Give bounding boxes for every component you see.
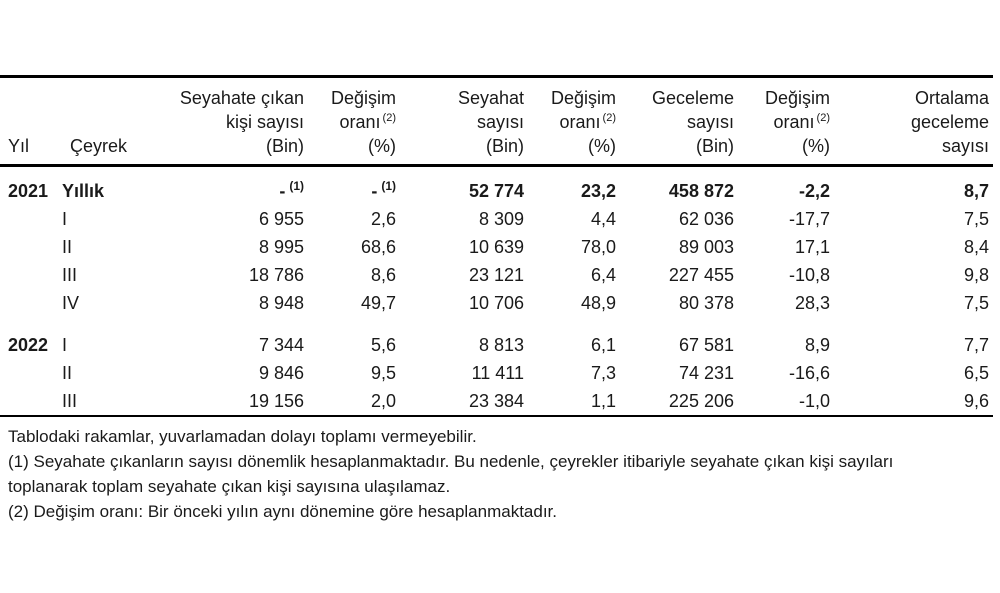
- header-line: kişi sayısı: [225, 112, 304, 132]
- dash-value: -: [371, 180, 378, 201]
- value-cell: 19 156: [248, 390, 304, 411]
- value-cell: 49,7: [360, 292, 396, 313]
- col-header-change-rate-2: [528, 77, 620, 166]
- header-line: Değişim: [764, 88, 830, 108]
- value-cell: 28,3: [794, 292, 830, 313]
- value-cell: 8,9: [804, 334, 830, 355]
- value-cell: 23,2: [580, 180, 616, 201]
- header-row: [0, 77, 993, 166]
- col-header-quarter-label: Çeyrek: [70, 136, 128, 156]
- dash-value: -: [279, 180, 286, 201]
- value-cell: 67 581: [678, 334, 734, 355]
- footnote-rounding: Tablodaki rakamlar, yuvarlamadan dolayı toplamı vermeyebilir.: [8, 427, 477, 446]
- value-cell: -10,8: [788, 264, 830, 285]
- year-cell: [0, 387, 62, 416]
- value-cell: 4,4: [590, 208, 616, 229]
- header-line: [528, 110, 616, 134]
- quarter-cell: Yıllık: [62, 180, 105, 201]
- header-line: (Bin): [695, 136, 734, 156]
- quarter-cell: IV: [62, 292, 80, 313]
- value-cell: 458 872: [668, 180, 734, 201]
- header-line: Değişim: [550, 88, 616, 108]
- header-line: Seyahate çıkan: [179, 88, 304, 108]
- table-row-2022-q3: [0, 387, 993, 416]
- value-cell: -2,2: [798, 180, 830, 201]
- footnote-1: (1) Seyahate çıkanların sayısı dönemlik hesaplanmaktadır. Bu nedenle, çeyrekler itibariyle seyahate çıkan kişi sayıları toplanarak toplam seyahate çıkan kişi sayısına ulaşılamaz.: [8, 452, 894, 496]
- header-word: oranı: [339, 112, 381, 132]
- header-line: (Bin): [485, 136, 524, 156]
- value-cell: 8 309: [478, 208, 524, 229]
- value-cell: 8,7: [963, 180, 989, 201]
- table-header: [0, 77, 993, 166]
- value-cell: 8 948: [258, 292, 304, 313]
- value-cell: 23 384: [468, 390, 524, 411]
- value-cell: 10 639: [468, 236, 524, 257]
- header-word: oranı: [559, 112, 601, 132]
- value-cell: 225 206: [668, 390, 734, 411]
- header-word: oranı: [773, 112, 815, 132]
- value-cell: 89 003: [678, 236, 734, 257]
- year-cell: [0, 233, 62, 261]
- value-cell: 48,9: [580, 292, 616, 313]
- year-cell: [0, 261, 62, 289]
- value-cell: 1,1: [590, 390, 616, 411]
- value-cell: 9,6: [963, 390, 989, 411]
- value-cell: 74 231: [678, 362, 734, 383]
- header-line: sayısı: [941, 136, 989, 156]
- value-cell: 8 995: [258, 236, 304, 257]
- value-cell: 8 813: [478, 334, 524, 355]
- col-header-overnight-stays: [620, 77, 738, 166]
- table-row-2021-q1: [0, 205, 993, 233]
- year-cell: 2021: [8, 180, 49, 201]
- header-line: Ortalama: [914, 88, 989, 108]
- table-row-2021-q2: [0, 233, 993, 261]
- value-cell: 227 455: [668, 264, 734, 285]
- quarter-cell: I: [62, 334, 68, 355]
- value-cell: 5,6: [370, 334, 396, 355]
- value-cell: 7,5: [963, 292, 989, 313]
- header-line: Seyahat: [457, 88, 524, 108]
- value-cell: -17,7: [788, 208, 830, 229]
- quarter-cell: II: [62, 236, 73, 257]
- header-line: geceleme: [910, 112, 989, 132]
- year-cell: [0, 289, 62, 317]
- value-cell: 10 706: [468, 292, 524, 313]
- value-cell: 8,6: [370, 264, 396, 285]
- value-cell: [174, 166, 308, 206]
- value-cell: -16,6: [788, 362, 830, 383]
- travel-statistics-table: [0, 75, 993, 417]
- footnote-ref-2: (2): [382, 112, 396, 124]
- footnote-ref-1: (1): [289, 178, 304, 193]
- value-cell: 68,6: [360, 236, 396, 257]
- value-cell: 2,0: [370, 390, 396, 411]
- value-cell: 52 774: [468, 180, 524, 201]
- value-cell: 6,5: [963, 362, 989, 383]
- value-cell: 6 955: [258, 208, 304, 229]
- table-row-2022-q1: [0, 317, 993, 359]
- value-cell: 7 344: [258, 334, 304, 355]
- header-line: (%): [588, 136, 616, 156]
- value-cell: 9 846: [258, 362, 304, 383]
- value-cell: 7,7: [963, 334, 989, 355]
- header-line: [738, 110, 830, 134]
- quarter-cell: III: [62, 264, 78, 285]
- col-header-travelers: [174, 77, 308, 166]
- col-header-year: [0, 77, 62, 166]
- value-cell: 7,3: [590, 362, 616, 383]
- value-cell: 17,1: [794, 236, 830, 257]
- header-line: [308, 110, 396, 134]
- header-line: sayısı: [686, 112, 734, 132]
- table-row-2022-q2: [0, 359, 993, 387]
- value-cell: 11 411: [471, 362, 524, 383]
- value-cell: 7,5: [963, 208, 989, 229]
- value-cell: 9,8: [963, 264, 989, 285]
- value-cell: 6,1: [590, 334, 616, 355]
- col-header-avg-overnight-stays: [834, 77, 993, 166]
- footnote-2: (2) Değişim oranı: Bir önceki yılın aynı dönemine göre hesaplanmaktadır.: [8, 502, 557, 521]
- value-cell: 80 378: [678, 292, 734, 313]
- header-line: (Bin): [265, 136, 304, 156]
- quarter-cell: II: [62, 362, 73, 383]
- value-cell: 78,0: [580, 236, 616, 257]
- footnote-ref-2: (2): [602, 112, 616, 124]
- col-header-trips: [400, 77, 528, 166]
- footnote-ref-1: (1): [381, 178, 396, 193]
- footnotes: [0, 417, 1000, 524]
- col-header-change-rate-3: [738, 77, 834, 166]
- value-cell: 23 121: [468, 264, 524, 285]
- header-line: Geceleme: [651, 88, 734, 108]
- value-cell: 18 786: [248, 264, 304, 285]
- table-body: [0, 166, 993, 417]
- value-cell: 9,5: [370, 362, 396, 383]
- header-line: sayısı: [476, 112, 524, 132]
- header-line: (%): [802, 136, 830, 156]
- quarter-cell: I: [62, 208, 68, 229]
- value-cell: 2,6: [370, 208, 396, 229]
- col-header-quarter: [62, 77, 174, 166]
- header-line: (%): [368, 136, 396, 156]
- year-cell: [0, 359, 62, 387]
- col-header-change-rate-1: [308, 77, 400, 166]
- value-cell: 8,4: [963, 236, 989, 257]
- col-header-year-label: Yıl: [8, 136, 30, 156]
- year-cell: 2022: [8, 334, 49, 355]
- table-row-2021-q4: [0, 289, 993, 317]
- quarter-cell: III: [62, 390, 78, 411]
- value-cell: 62 036: [678, 208, 734, 229]
- footnote-ref-2: (2): [816, 112, 830, 124]
- table-row-2021-annual: [0, 166, 993, 206]
- value-cell: 6,4: [590, 264, 616, 285]
- year-cell: [0, 205, 62, 233]
- header-line: Değişim: [330, 88, 396, 108]
- table-row-2021-q3: [0, 261, 993, 289]
- value-cell: [308, 166, 400, 206]
- value-cell: -1,0: [798, 390, 830, 411]
